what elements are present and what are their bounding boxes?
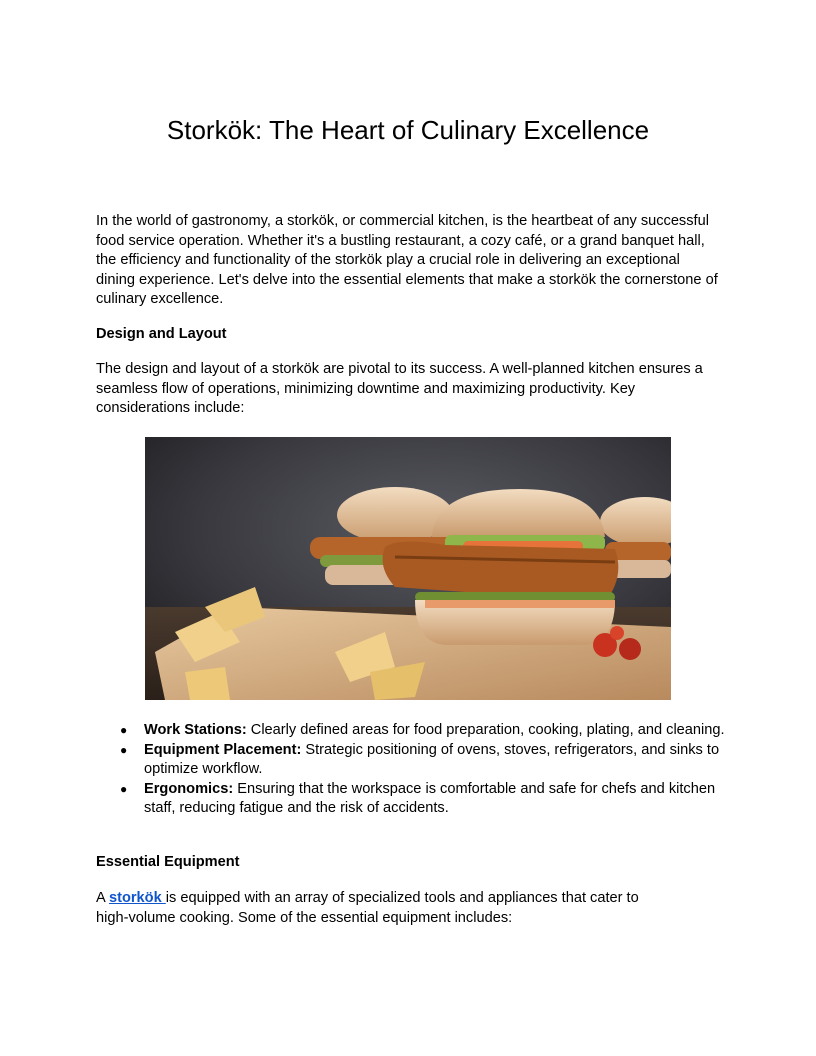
intro-paragraph: In the world of gastronomy, a storkök, or commercial kitchen, is the heartbeat of any successful food service operation. Whether it's a bustling restaurant, a cozy café, or a grand banquet hall, the efficiency and functionality of the storkök play a crucial role in delivering an exceptional dining experience. Let's delve into the essential elements that make a storkök the cornerstone of culinary excellence. xyxy=(96,213,718,307)
list-item xyxy=(96,741,726,780)
design-bullet-list xyxy=(96,721,726,819)
list-item xyxy=(96,721,726,741)
section-heading-equipment: Essential Equipment xyxy=(96,854,240,870)
bullet-term: Work Stations: xyxy=(144,722,247,738)
list-item xyxy=(96,780,726,819)
storkok-link[interactable]: storkök xyxy=(108,890,166,906)
burger-photo xyxy=(145,437,671,700)
equipment-text: is equipped with an array of specialized tools and appliances that cater to high-volume cooking. Some of the essential equipment includes: xyxy=(96,890,639,926)
bullet-marker: ● xyxy=(120,781,128,796)
section-heading-design: Design and Layout xyxy=(96,326,227,342)
bullet-term: Equipment Placement: xyxy=(144,741,302,758)
equipment-paragraph xyxy=(96,889,656,928)
bullet-text: Ensuring that the workspace is comfortable and safe for chefs and kitchen staff, reducing fatigue and the risk of accidents. xyxy=(144,780,716,816)
bullet-marker: ● xyxy=(120,742,128,757)
equipment-prefix: A xyxy=(96,890,109,906)
bullet-term: Ergonomics: xyxy=(144,780,234,797)
document-title: Storkök: The Heart of Culinary Excellence xyxy=(166,115,650,145)
bullet-marker: ● xyxy=(120,723,128,737)
bullet-text: Strategic positioning of ovens, stoves, refrigerators, and sinks to optimize workflow. xyxy=(144,741,720,777)
design-paragraph: The design and layout of a storkök are pivotal to its success. A well-planned kitchen ensures a seamless flow of operations, minimizing downtime and maximizing productivity. Key considerations include: xyxy=(96,361,703,416)
bullet-text: Clearly defined areas for food preparation, cooking, plating, and cleaning. xyxy=(246,722,725,738)
